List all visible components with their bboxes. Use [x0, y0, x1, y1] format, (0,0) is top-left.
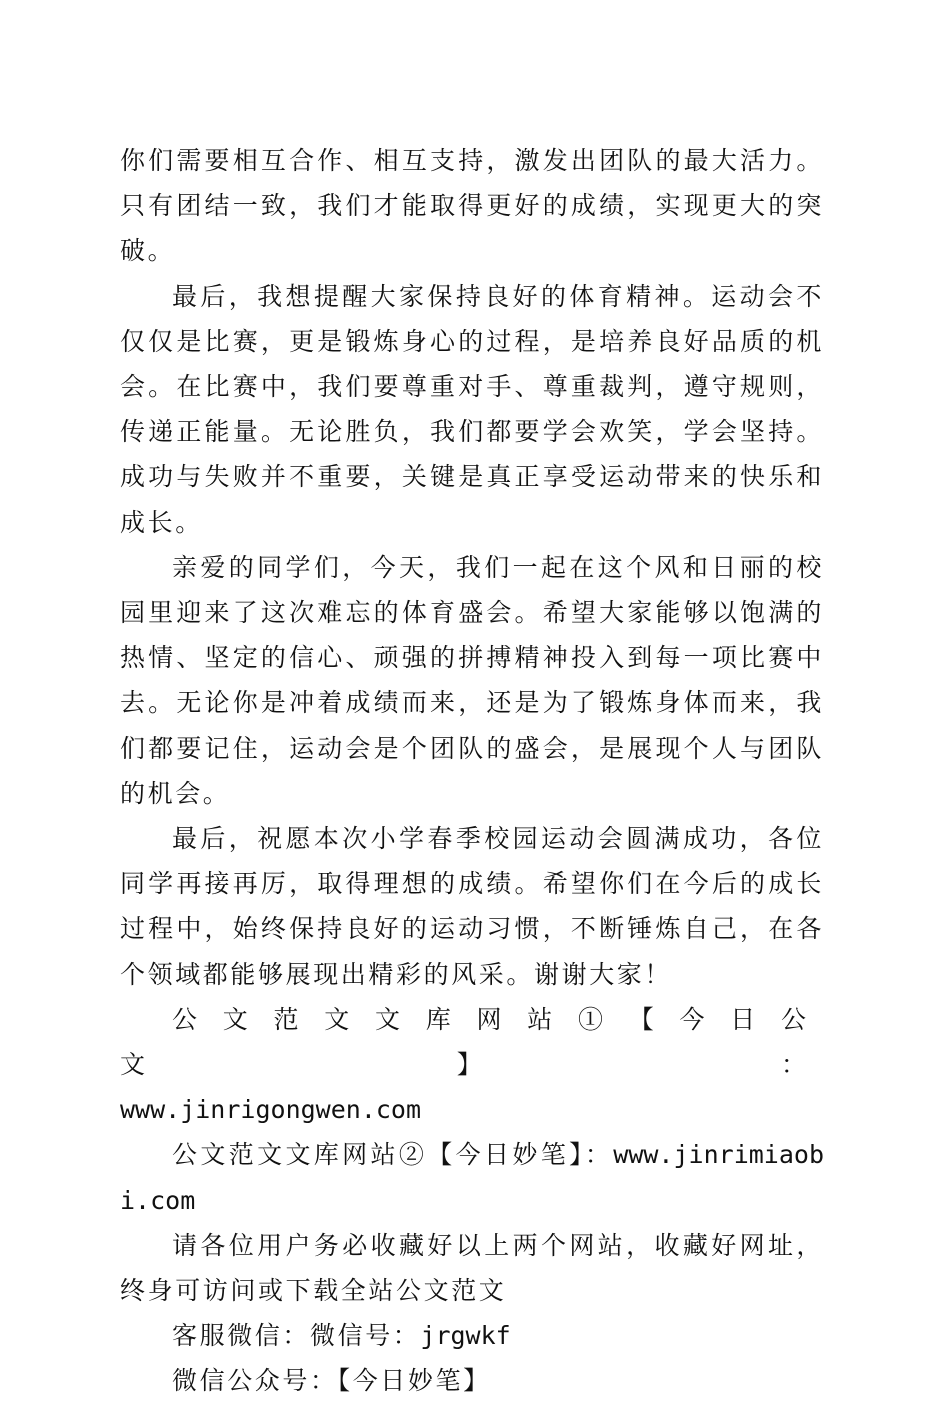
- footer-wechat-label: 微信公众号：: [172, 1366, 338, 1396]
- footer-service-id: jrgwkf: [420, 1321, 511, 1351]
- footer-site2-url[interactable]: www.jinrimiaobi.com: [120, 1140, 824, 1215]
- footer-site2: [120, 1132, 824, 1222]
- footer-site1-label: 公文范文文库网站①【今日公文】：: [120, 1004, 824, 1080]
- paragraph-4: 最后，祝愿本次小学春季校园运动会圆满成功，各位同学再接再厉，取得理想的成绩。希望你们在今后的成长过程中，始终保持良好的运动习惯，不断锤炼自己，在各个领域都能够展现出精彩的风采。谢谢大家！: [120, 824, 824, 989]
- footer-wechat: [120, 1358, 824, 1403]
- footer-site1-url[interactable]: www.jinrigongwen.com: [120, 1095, 422, 1125]
- footer-service: [120, 1313, 824, 1358]
- footer-site1: [120, 997, 824, 1133]
- document-page: [120, 138, 824, 1404]
- paragraph-2: 最后，我想提醒大家保持良好的体育精神。运动会不仅仅是比赛，更是锻炼身心的过程，是培养良好品质的机会。在比赛中，我们要尊重对手、尊重裁判，遵守规则，传递正能量。无论胜负，我们都要学会欢笑，学会坚持。成功与失败并不重要，关键是真正享受运动带来的快乐和成长。: [120, 281, 824, 537]
- footer-wechat-name: 【今日妙笔】: [337, 1366, 491, 1396]
- paragraph-3: 亲爱的同学们，今天，我们一起在这个风和日丽的校园里迎来了这次难忘的体育盛会。希望大家能够以饱满的热情、坚定的信心、顽强的拼搏精神投入到每一项比赛中去。无论你是冲着成绩而来，还是为了锻炼身体而来，我们都要记住，运动会是个团队的盛会，是展现个人与团队的机会。: [120, 552, 824, 808]
- footer-site2-label: 公文范文文库网站②【今日妙笔】：: [172, 1140, 614, 1170]
- footer-service-label: 客服微信：微信号：: [172, 1321, 421, 1351]
- paragraph-1: 你们需要相互合作、相互支持，激发出团队的最大活力。只有团结一致，我们才能取得更好的成绩，实现更大的突破。: [120, 146, 824, 266]
- footer-notice: 请各位用户务必收藏好以上两个网站，收藏好网址，终身可访问或下载全站公文范文: [120, 1230, 824, 1306]
